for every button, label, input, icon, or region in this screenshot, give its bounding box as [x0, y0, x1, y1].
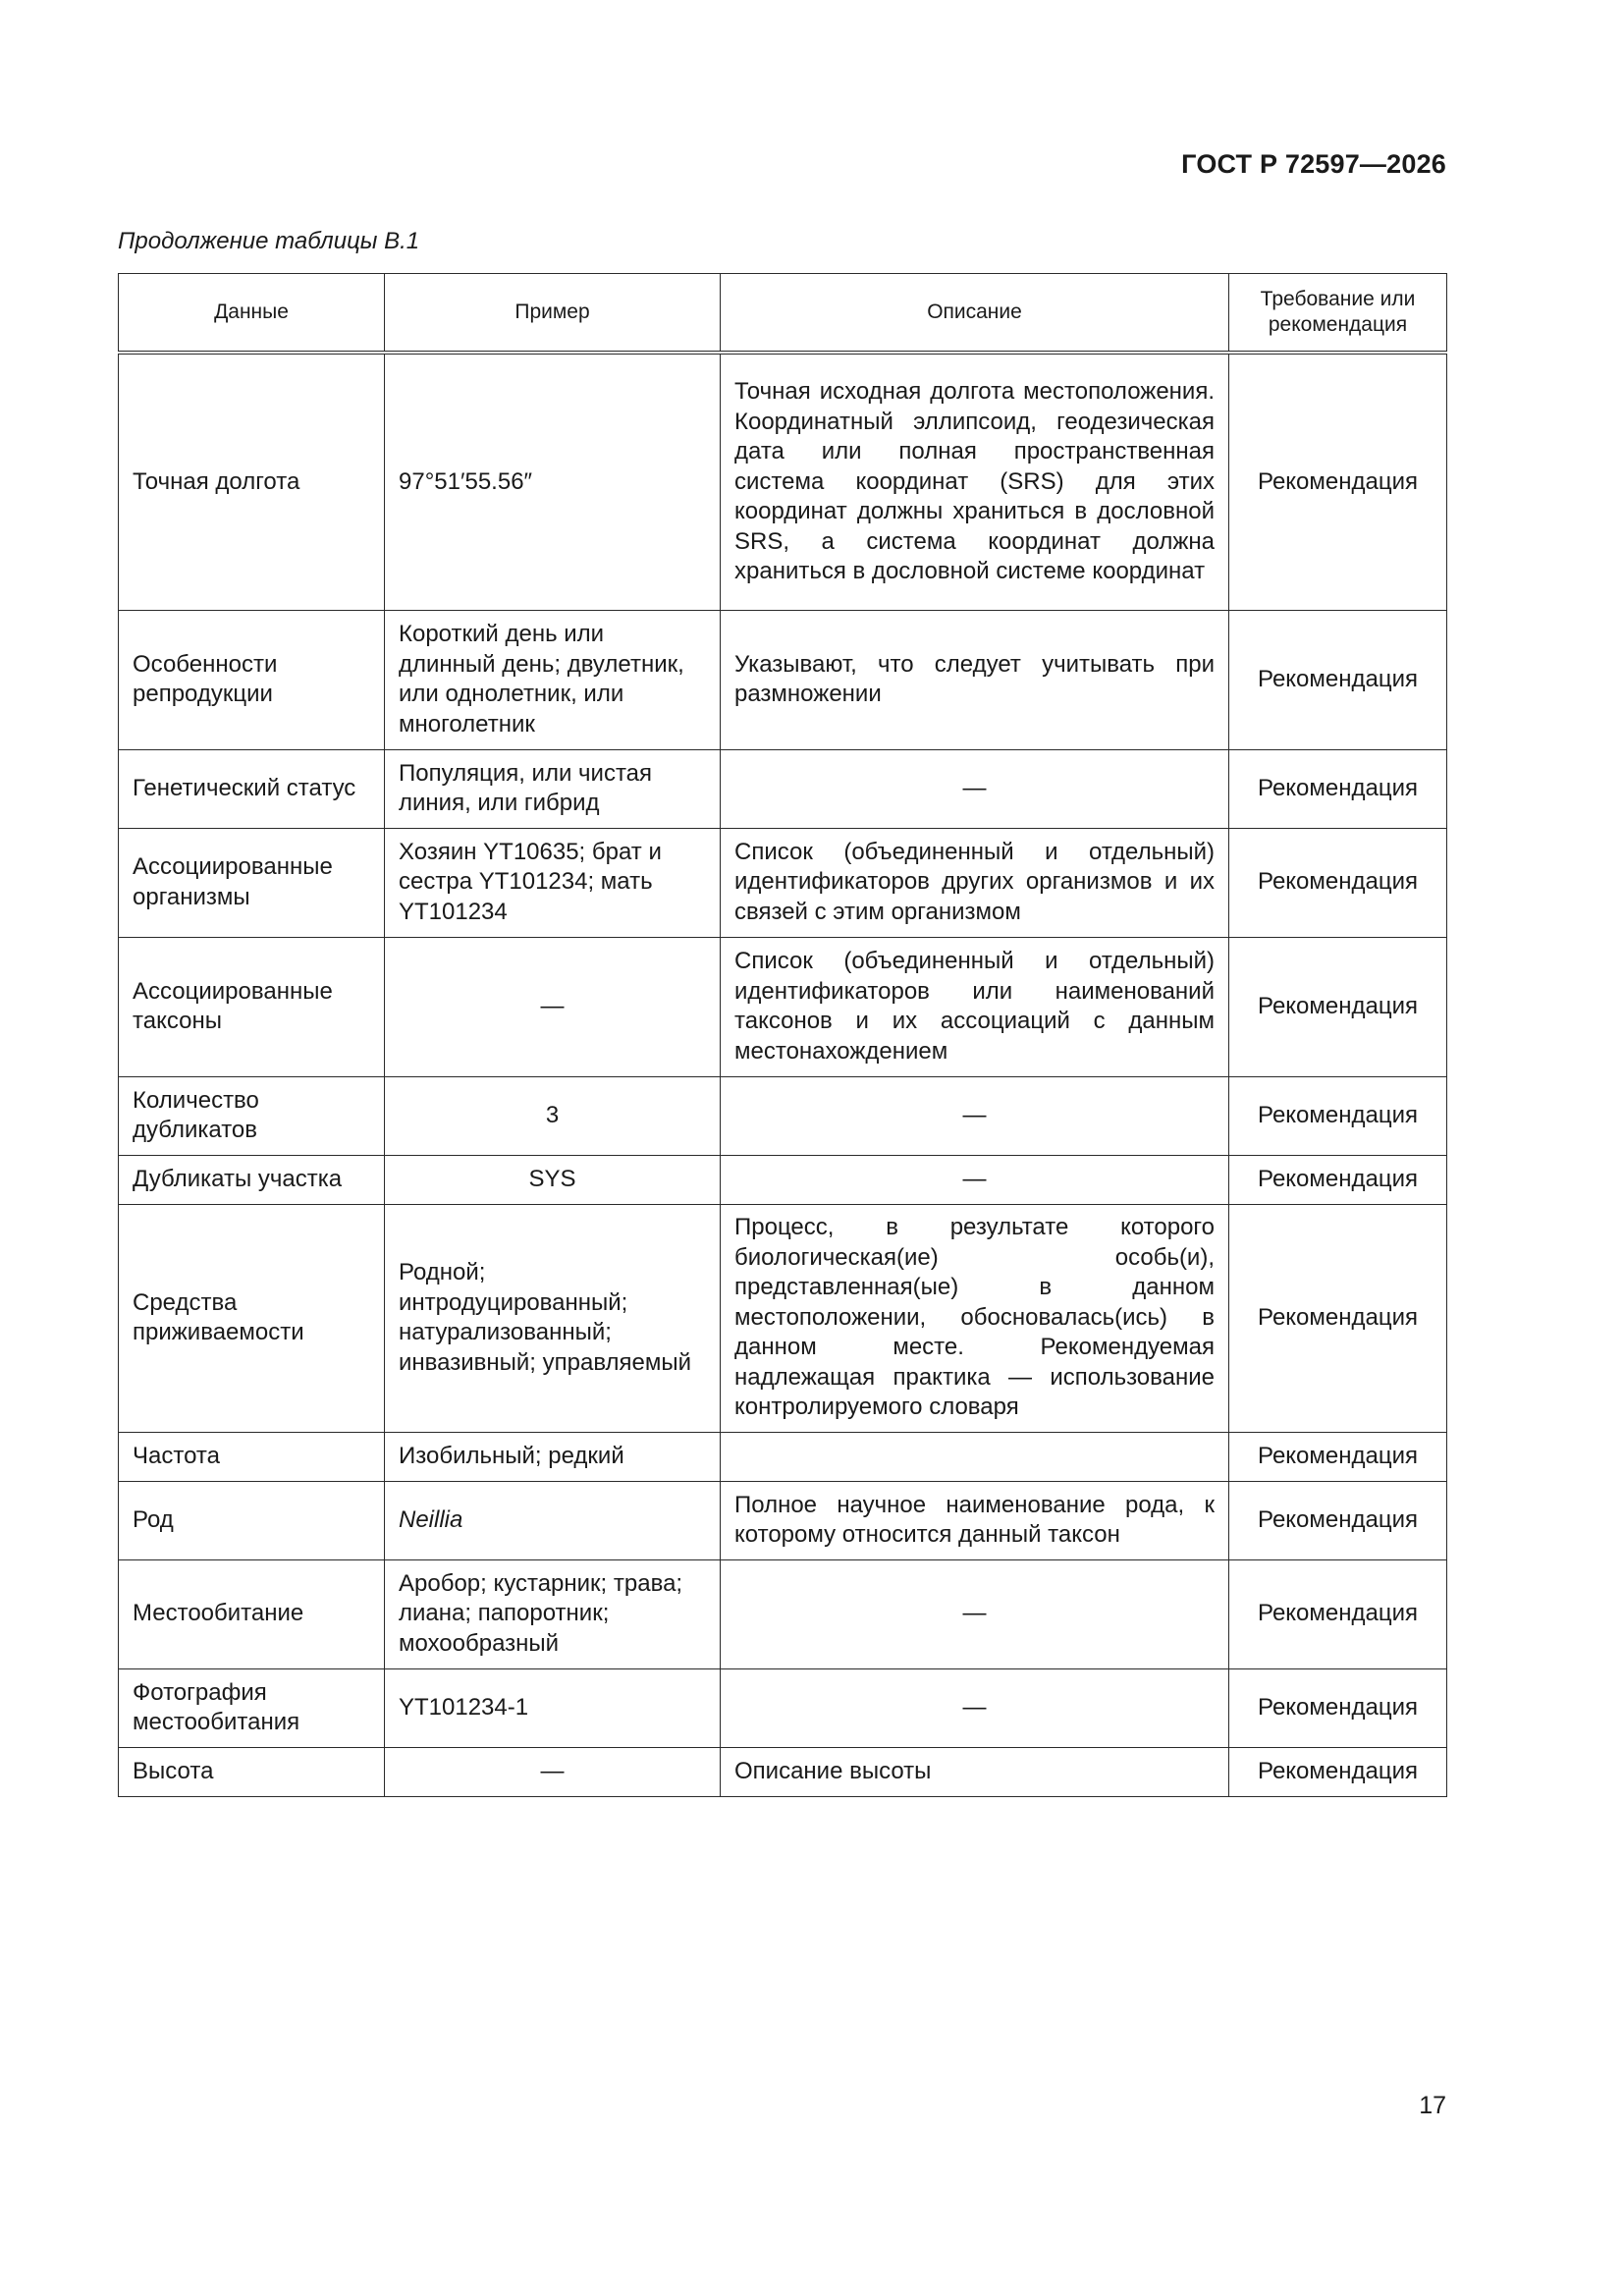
- cell-requirement: Рекомендация: [1229, 1747, 1447, 1796]
- cell-example: Аробор; кустарник; трава; лиана; папоротник; мохообразный: [385, 1559, 721, 1668]
- cell-requirement: Рекомендация: [1229, 1076, 1447, 1155]
- cell-description: Список (объединенный и отдельный) идентификаторов других организмов и их связей с этим организмом: [721, 828, 1229, 937]
- table-row: [119, 610, 1447, 749]
- column-header-example: Пример: [385, 274, 721, 354]
- column-header-description: Описание: [721, 274, 1229, 354]
- cell-data: Количество дубликатов: [119, 1076, 385, 1155]
- cell-requirement: Рекомендация: [1229, 937, 1447, 1076]
- cell-data: Ассоциированные таксоны: [119, 937, 385, 1076]
- cell-description: —: [721, 1155, 1229, 1204]
- cell-requirement: Рекомендация: [1229, 610, 1447, 749]
- table-row: [119, 1432, 1447, 1481]
- cell-description: Описание высоты: [721, 1747, 1229, 1796]
- cell-description: [721, 1432, 1229, 1481]
- cell-data: Род: [119, 1481, 385, 1559]
- cell-description: Процесс, в результате которого биологическая(ие) особь(и), представленная(ые) в данном местоположении, обосновалась(ись) в данном месте. Рекомендуемая надлежащая практика — использование контролируемого словаря: [721, 1204, 1229, 1432]
- cell-requirement: Рекомендация: [1229, 1155, 1447, 1204]
- cell-data: Точная долгота: [119, 353, 385, 610]
- table-row: [119, 1668, 1447, 1747]
- cell-example: Хозяин YT10635; брат и сестра YT101234; мать YT101234: [385, 828, 721, 937]
- cell-description: —: [721, 1076, 1229, 1155]
- table-row: [119, 1559, 1447, 1668]
- table-row: [119, 353, 1447, 610]
- cell-requirement: Рекомендация: [1229, 749, 1447, 828]
- column-header-data: Данные: [119, 274, 385, 354]
- cell-data: Частота: [119, 1432, 385, 1481]
- cell-description: —: [721, 1668, 1229, 1747]
- cell-requirement: Рекомендация: [1229, 1559, 1447, 1668]
- column-header-requirement: Требование или рекомендация: [1229, 274, 1447, 354]
- table-row: [119, 1204, 1447, 1432]
- cell-description: Полное научное наименование рода, к которому относится данный таксон: [721, 1481, 1229, 1559]
- table-caption: Продолжение таблицы В.1: [118, 228, 420, 254]
- table-row: [119, 1747, 1447, 1796]
- cell-example: 3: [385, 1076, 721, 1155]
- table-row: [119, 1481, 1447, 1559]
- cell-example: Короткий день или длинный день; двулетник, или однолетник, или многолетник: [385, 610, 721, 749]
- table-row: [119, 1076, 1447, 1155]
- cell-example: —: [385, 937, 721, 1076]
- cell-description: Указывают, что следует учитывать при размножении: [721, 610, 1229, 749]
- cell-data: Фотография местообитания: [119, 1668, 385, 1747]
- cell-requirement: Рекомендация: [1229, 1668, 1447, 1747]
- cell-description: —: [721, 749, 1229, 828]
- cell-data: Генетический статус: [119, 749, 385, 828]
- cell-data: Ассоциированные организмы: [119, 828, 385, 937]
- cell-example: 97°51′55.56″: [385, 353, 721, 610]
- cell-requirement: Рекомендация: [1229, 828, 1447, 937]
- table-row: [119, 749, 1447, 828]
- document-id: ГОСТ Р 72597—2026: [1181, 149, 1446, 179]
- cell-example: Родной; интродуцированный; натурализованный; инвазивный; управляемый: [385, 1204, 721, 1432]
- cell-description: —: [721, 1559, 1229, 1668]
- table-row: [119, 1155, 1447, 1204]
- page-number: 17: [1419, 2092, 1446, 2119]
- data-table: [118, 273, 1447, 1797]
- cell-example: —: [385, 1747, 721, 1796]
- cell-description: Список (объединенный и отдельный) идентификаторов или наименований таксонов и их ассоциаций с данным местонахождением: [721, 937, 1229, 1076]
- table-header-row: [119, 274, 1447, 354]
- cell-requirement: Рекомендация: [1229, 1432, 1447, 1481]
- cell-requirement: Рекомендация: [1229, 353, 1447, 610]
- cell-requirement: Рекомендация: [1229, 1481, 1447, 1559]
- cell-data: Высота: [119, 1747, 385, 1796]
- cell-example: Популяция, или чистая линия, или гибрид: [385, 749, 721, 828]
- cell-description: Точная исходная долгота местоположения. Координатный эллипсоид, геодезическая дата или полная пространственная система координат (SRS) для этих координат должны храниться в дословной SRS, а система координат должна храниться в дословной системе координат: [721, 353, 1229, 610]
- cell-data: Дубликаты участка: [119, 1155, 385, 1204]
- table-row: [119, 937, 1447, 1076]
- cell-example: Изобильный; редкий: [385, 1432, 721, 1481]
- cell-data: Средства приживаемости: [119, 1204, 385, 1432]
- cell-example: YT101234-1: [385, 1668, 721, 1747]
- cell-example: Neillia: [385, 1481, 721, 1559]
- cell-data: Особенности репродукции: [119, 610, 385, 749]
- table-row: [119, 828, 1447, 937]
- cell-example: SYS: [385, 1155, 721, 1204]
- cell-data: Местообитание: [119, 1559, 385, 1668]
- cell-requirement: Рекомендация: [1229, 1204, 1447, 1432]
